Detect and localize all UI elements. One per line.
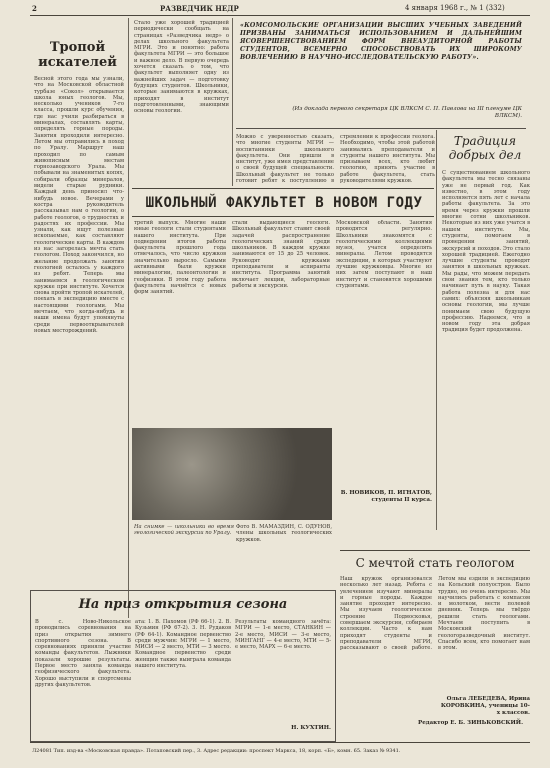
editor-credit: Редактор Е. Б. ЗИНЬКОВСКИЙ. — [418, 720, 524, 726]
priz-signature: Н. КУХТИН. — [291, 725, 331, 731]
section-rule — [340, 550, 530, 551]
center-top-col1: Стало уже хорошей традицией периодически сообщать на страницах «Разведчика недр» о делах школьного факультета МГРИ. Это и понятно: работа факультета МГРИ — это большое и важное дело. В первую очередь хочется сказать о том, что факультет выполняет одну из важнейших задач — подготовку будущих студентов. Школьники, которые занимаются в кружках, приходят в институт подготовленными, знающими основы геологии. — [134, 20, 229, 115]
article-priz-title: На приз открытия сезона — [78, 597, 288, 612]
center-col-1: третий выпуск. Многие наши юные геологи стали студентами нашего института. При подведении итогов работы факультета прошлого года отмечалось, что число кружков значительно выросло. Самыми активными были кружки минералогии, палеонтологии и геофизики. В этом году работа факультета начнётся с новых форм занятий. — [134, 220, 226, 296]
priz-col1: В с. Ново-Никольское проводились соревнования на приз открытия зимнего спортивного сезона. В соревнованиях приняли участие команды факультетов. Лыжники показали хорошие результаты. Первое место заняла команда геофизического факультета. Хорошо выступили и спортсмены других факультетов. — [35, 619, 131, 688]
masthead — [0, 0, 550, 16]
column-divider — [128, 18, 129, 618]
paper-name: РАЗВЕДЧИК НЕДР — [160, 4, 239, 13]
traditsiya-signature: В. НОВИКОВ, П. ИГНАТОВ, студенты II курса. — [340, 490, 432, 503]
article-tropoy-title: Тропой искателей — [38, 40, 117, 70]
column-divider — [232, 18, 233, 186]
center-col-3: Московской области. Занятия проводятся регулярно. Школьники знакомятся с геологическими коллекциями музея, учатся определять минералы. Летом проводятся экспедиции, в которых участвуют лучшие кружковцы. Многие из них затем поступают в наш институт и становятся хорошими студентами. — [336, 220, 432, 289]
center-top-col3: стремлении к профессии геолога. Необходимо, чтобы этой работой занимались преподаватели и студенты нашего института. Мы призываем всех, кто любит геологию, принять участие в работе факультета, стать руководителями кружков. — [340, 134, 435, 184]
page-number: 2 — [32, 4, 37, 13]
quote-text: «КОМСОМОЛЬСКИЕ ОРГАНИЗАЦИИ ВЫСШИХ УЧЕБНЫХ ЗАВЕДЕНИЙ ПРИЗВАНЫ ЗАНИМАТЬСЯ ИСПОЛЬЗОВАНИЕМ И ДАЛЬНЕЙШИМ ЯСОВЕРШЕНСТВОВАНИЕМ ФОРМ ВНЕАУДИТОРНОЙ РАБОТЫ СТУДЕНТОВ, ВСЕМЕРНО СПОСОБСТВОВАТЬ ИХ ШИРОКОМУ ВОВЛЕЧЕНИЮ В НАУЧНО-ИССЛЕДОВАТЕЛЬСКУЮ РАБОТУ». — [240, 22, 522, 61]
center-col-2: стали выдающиеся геологи. Школьный факультет ставит своей задачей распространение геологических знаний среди школьников. В каждом кружке занимаются от 15 до 25 человек. Руководят кружками преподаватели и аспиранты института. Программа занятий включает лекции, лабораторные работы и экскурсии. — [232, 220, 330, 289]
date-issue: 4 января 1968 г., № 1 (332) — [405, 4, 505, 12]
article-traditsiya-body: С существованием школьного факультета мы тесно связаны уже не первый год. Как известно, в этом году исполняется пять лет с начала работы факультета. За это время через кружки прошли многие сотни школьников. Некоторые из них уже учатся в нашем институте. Мы, студенты, помогаем в проведении занятий, экскурсий и походов. Это стало хорошей традицией. Ежегодно лучшие студенты проводят занятия в школьных кружках. Мы рады, что можем передать свои знания тем, кто только начинает путь в науку. Такая работа полезна и для нас самих: объясняя школьникам основы геологии, мы лучше понимаем свою будущую профессию. Надеемся, что в новом году эта добрая традиция будет продолжена. — [442, 170, 530, 334]
column-divider — [436, 130, 437, 530]
quote-box — [236, 20, 526, 129]
masthead-rule — [30, 15, 530, 16]
priz-col2: ата: 1. В. Пахомов (РФ 66-1). 2. В. Кузьмин (РФ 67-2). 3. Н. Рудаков (РФ 64-1). Командное первенство среди мужчин: МГРИ — 1 место, МИСИ — 2 место, МТИ — 3 место. Командное первенство среди женщин также выиграла команда нашего института. — [135, 619, 231, 670]
center-top-col2: Можно с уверенностью сказать, что многие студенты МГРИ — воспитанники школьного факультета. Они пришли в институт, уже имея представление о своей будущей специальности. Школьный факультет не только готовит ребят к поступлению в — [236, 134, 334, 184]
article-tropoy-body: Весной этого года мы узнали, что на Московской областной турбазе «Сокол» открывается школа юных геологов. Мы, несколько учеников 7-го класса, прошли курс обучения, где нас учили разбираться в минералах, составлять карты, определять горные породы. Занятия проходили интересно. Летом мы отправились в поход по Уралу. Маршрут наш проходил по самым живописным местам горнозаводского Урала. Мы побывали на знаменитых копях, собирали образцы минералов, видели старые рудники. Каждый день приносил что-нибудь новое. Вечерами у костра руководитель рассказывал нам о геологии, о работе геологов, о трудностях и радостях их профессии. Мы узнали, как ищут полезные ископаемые, как составляют геологические карты. В каждом из нас загорелась мечта стать геологом. Поход закончился, но желание продолжать занятия геологией осталось у каждого из ребят. Теперь мы занимаемся в геологическом кружке при институте. Хочется снова пройти тропой искателей, поехать в экспедицию вместе с настоящими геологами. Мы мечтаем, что когда-нибудь и наши имена будут упомянуты среди первооткрывателей новых месторождений. — [34, 76, 124, 334]
priz-col3: Результаты командного зачёта: МГРИ — 1-е место, СТАНКИН — 2-е место, МИСИ — 3-е место, МИНГАНГ — 4-е место, МТИ — 5-е место, МАРХ — 6-е место. — [235, 619, 331, 651]
footer-imprint: Л24081 Тип. изд-ва «Московская правда». Потаповский пер., 3. Адрес редакции: проспект Маркса, 18, корп. «Б», комн. 65. Заказ № 9341. — [32, 748, 401, 754]
headline-rule-top — [132, 188, 434, 189]
photo-credit: Фото В. МАМАЗДИН, С. ОДУНОВ, члены школьных геологических кружков. — [236, 524, 332, 543]
main-headline: ШКОЛЬНЫЙ ФАКУЛЬТЕТ В НОВОМ ГОДУ — [145, 195, 423, 211]
quote-source: (Из доклада первого секретаря ЦК ВЛКСМ С. П. Павлова на III пленуме ЦК ВЛКСМ). — [292, 106, 522, 119]
footer-rule — [30, 742, 530, 743]
photo-geology-excursion — [132, 428, 332, 520]
priz-box — [30, 590, 336, 742]
article-traditsiya-title: Традиция добрых дел — [448, 134, 522, 162]
photo-caption: На снимке — школьники во время геологической экскурсии по Уралу. — [134, 524, 234, 537]
mechtoy-signature: Ольга ЛЕБЕДЕВА, Ирина КОРОВКИНА, ученицы 10-х классов. — [440, 696, 530, 716]
article-mechtoy-body: Наш кружок организовался несколько лет назад. Ребята с увлечением изучают минералы и горные породы. Каждое занятие проходит интересно. Мы изучаем геологическое строение Подмосковья, совершаем экскурсии, собираем коллекции. Часто к нам приходят студенты и преподаватели МГРИ, рассказывают о своей работе. Летом мы ездили в экспедицию на Кольский полуостров. Было трудно, но очень интересно. Мы научились работать с компасом и молотком, вести полевой дневник. Теперь мы твёрдо решили стать геологами. Мечтаем поступить в Московский геологоразведочный институт. Спасибо всем, кто помогает нам в этом. — [340, 576, 530, 652]
headline-rule-bottom — [132, 216, 434, 217]
article-mechtoy-title: С мечтой стать геологом — [355, 556, 515, 570]
